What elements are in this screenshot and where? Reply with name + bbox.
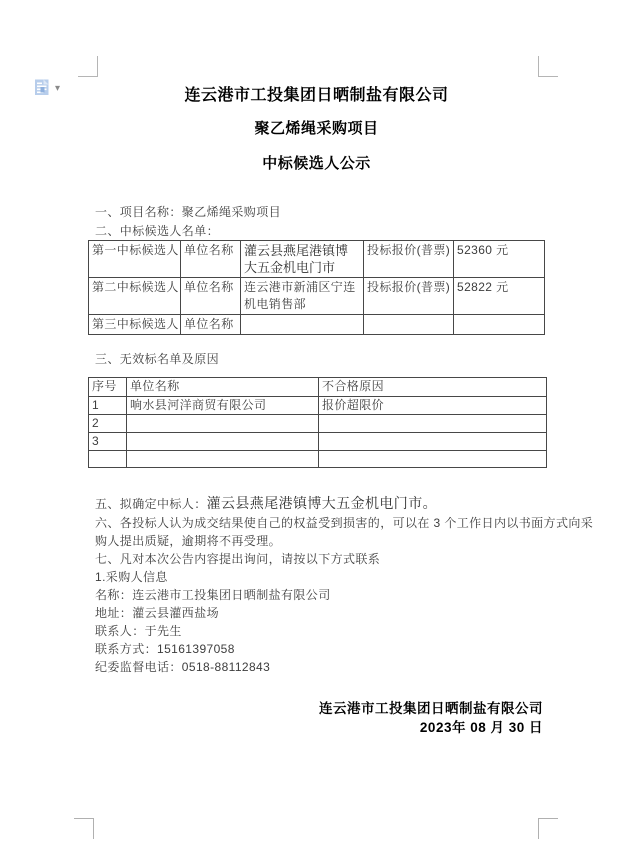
- winner-prefix: 五、拟确定中标人：: [95, 497, 207, 511]
- invalid-bids-table: [88, 377, 547, 468]
- candidate-rank-cell: 第二中标候选人: [89, 278, 181, 315]
- header-serial-number: 序号: [89, 378, 127, 397]
- section-7-contact-heading: 七、凡对本次公告内容提出询问，请按以下方式联系: [95, 552, 381, 566]
- candidate-company-cell: [241, 315, 364, 335]
- invalid-table-header-row: [89, 378, 547, 397]
- header-company-name: 单位名称: [127, 378, 319, 397]
- reason-cell: [319, 433, 547, 451]
- winning-candidates-table: [88, 240, 545, 335]
- serial-cell: 2: [89, 415, 127, 433]
- field-label-cell: 单位名称: [181, 278, 241, 315]
- contact-person-line: 联系人：于先生: [95, 624, 182, 638]
- serial-cell: [89, 451, 127, 468]
- doc-title-notice: 中标候选人公示: [262, 155, 371, 172]
- candidate-company-cell: 灌云县燕尾港镇博大五金机电门市: [241, 241, 364, 278]
- paste-options-button[interactable]: [34, 78, 60, 97]
- signature-company: 连云港市工投集团日晒制盐有限公司: [319, 701, 543, 716]
- company-cell: [127, 433, 319, 451]
- invalid-row-1: [89, 397, 547, 415]
- doc-title-project: 聚乙烯绳采购项目: [254, 120, 379, 137]
- contact-phone-line: 联系方式：15161397058: [95, 642, 235, 656]
- reason-cell: [319, 451, 547, 468]
- candidate-row-2: [89, 278, 545, 315]
- winner-name: 灌云县燕尾港镇博大五金机电门市。: [206, 495, 438, 511]
- field-label-cell: 单位名称: [181, 315, 241, 335]
- header-rejection-reason: 不合格原因: [319, 378, 547, 397]
- section-3-invalid-bids-heading: 三、无效标名单及原因: [95, 352, 220, 366]
- price-value-cell: 52360 元: [454, 241, 545, 278]
- purchaser-info-heading: 1.采购人信息: [95, 570, 168, 584]
- section-2-candidate-list-heading: 二、中标候选人名单：: [95, 224, 220, 238]
- paste-options-dropdown-icon[interactable]: ▾: [55, 82, 61, 94]
- purchaser-name-line: 名称：连云港市工投集团日晒制盐有限公司: [95, 588, 331, 602]
- company-cell: [127, 451, 319, 468]
- candidate-rank-cell: 第一中标候选人: [89, 241, 181, 278]
- price-value-cell: [454, 315, 545, 335]
- invalid-row-2: [89, 415, 547, 433]
- price-value-cell: 52822 元: [454, 278, 545, 315]
- reason-cell: 报价超限价: [319, 397, 547, 415]
- price-label-cell: 投标报价(普票): [364, 241, 454, 278]
- section-5-confirmed-winner: [95, 494, 437, 513]
- purchaser-address-line: 地址：灌云县灌西盐场: [95, 606, 220, 620]
- discipline-phone-line: 纪委监督电话：0518-88112843: [95, 660, 271, 674]
- serial-cell: 1: [89, 397, 127, 415]
- candidate-row-1: [89, 241, 545, 278]
- section-6-objection-line1: 六、各投标人认为成交结果使自己的权益受到损害的，可以在 3 个工作日内以书面方式向采: [95, 516, 594, 530]
- serial-cell: 3: [89, 433, 127, 451]
- signature-date: 2023年 08 月 30 日: [419, 720, 543, 735]
- section-1-project-name: 一、项目名称：聚乙烯绳采购项目: [95, 205, 282, 219]
- candidate-company-cell: 连云港市新浦区宁连机电销售部: [241, 278, 364, 315]
- crop-mark-bottom-left: [74, 818, 94, 839]
- price-label-cell: [364, 315, 454, 335]
- company-cell: [127, 415, 319, 433]
- reason-cell: [319, 415, 547, 433]
- doc-title-company: 连云港市工投集团日晒制盐有限公司: [184, 87, 449, 104]
- crop-mark-top-right: [538, 56, 558, 77]
- crop-mark-top-left: [78, 56, 98, 77]
- invalid-row-4: [89, 451, 547, 468]
- field-label-cell: 单位名称: [181, 241, 241, 278]
- paste-options-icon: [34, 78, 51, 97]
- company-cell: 响水县河洋商贸有限公司: [127, 397, 319, 415]
- section-6-objection-line2: 购人提出质疑，逾期将不再受理。: [95, 534, 282, 548]
- candidate-rank-cell: 第三中标候选人: [89, 315, 181, 335]
- candidate-row-3: [89, 315, 545, 335]
- crop-mark-bottom-right: [538, 818, 558, 839]
- price-label-cell: 投标报价(普票): [364, 278, 454, 315]
- invalid-row-3: [89, 433, 547, 451]
